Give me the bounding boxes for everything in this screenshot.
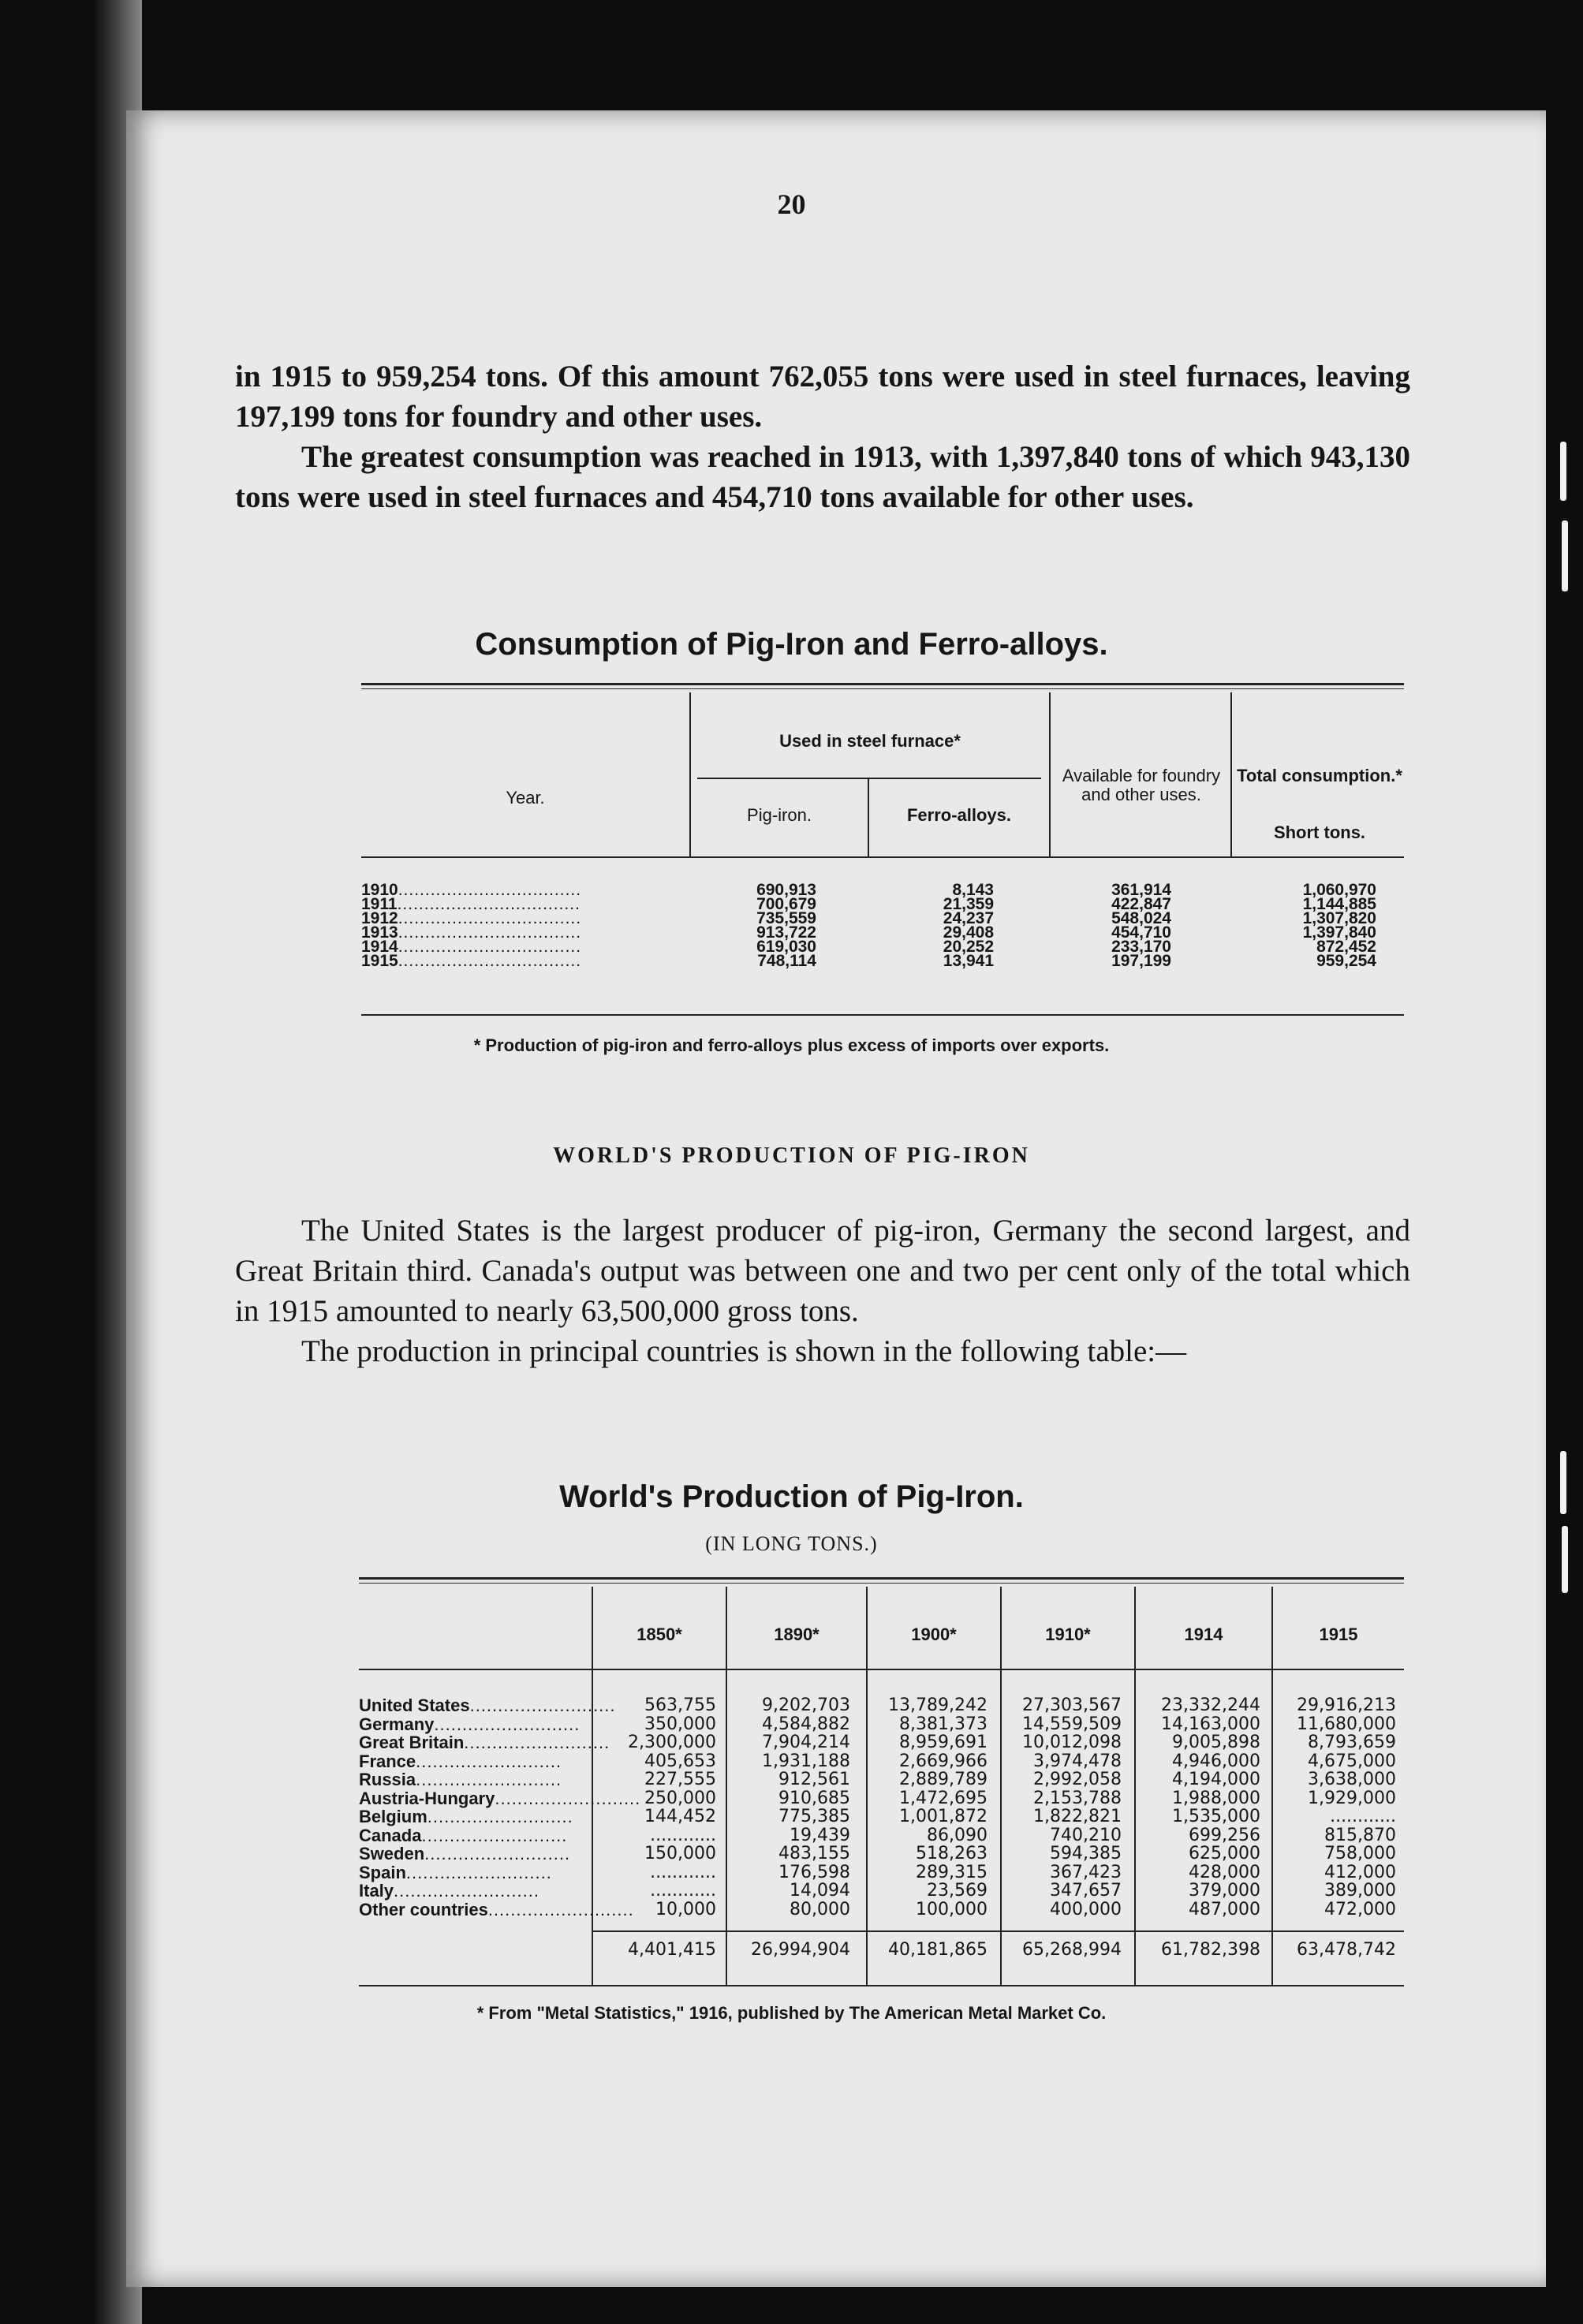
table1-title: Consumption of Pig-Iron and Ferro-alloys. (475, 627, 1108, 662)
table1-cell: 748,114 (757, 952, 816, 970)
table1-row-year: 1913.................................. (361, 923, 582, 942)
intro-paragraph-1: in 1915 to 959,254 tons. Of this amount 762,055 tons were used in steel furnaces, leaving 197,199 tons for foundry and other uses. (235, 360, 1410, 434)
table2-cell: 2,300,000 (628, 1733, 716, 1752)
table2-cell: 405,653 (644, 1751, 716, 1771)
table2-cell: 2,889,789 (899, 1770, 988, 1789)
table1-cell: 1,144,885 (1302, 895, 1376, 913)
table2-cell: ............ (1330, 1807, 1396, 1826)
table1-cell: 29,408 (943, 923, 994, 942)
table2-header-rule (359, 1669, 1404, 1670)
table2-subtitle: (IN LONG TONS.) (705, 1532, 878, 1555)
table1-pig-iron-column (710, 883, 816, 968)
table2-cell: 86,090 (927, 1825, 988, 1845)
table2-country: Canada.......................... (359, 1825, 568, 1845)
table2-total: 26,994,904 (751, 1940, 850, 1960)
table2-cell: 4,675,000 (1308, 1751, 1396, 1771)
table2-country: Sweden.......................... (359, 1844, 571, 1863)
table2-column-1900 (868, 1696, 988, 1919)
table1-header-year: Year. (506, 788, 545, 808)
table2-cell: 2,153,788 (1033, 1788, 1122, 1808)
table2-year-header: 1850* (637, 1625, 682, 1644)
table1-header-ferro: Ferro-alloys. (906, 805, 1012, 825)
table1-cell: 24,237 (943, 909, 994, 927)
table1-header-pig-iron: Pig-iron. (747, 805, 812, 825)
table2-cell: 625,000 (1189, 1844, 1260, 1863)
table1-row-year: 1914.................................. (361, 938, 582, 956)
table2-year-header: 1890* (774, 1625, 820, 1644)
table1-cell: 1,397,840 (1302, 923, 1376, 942)
table2-country: Russia.......................... (359, 1770, 562, 1789)
table2-cell: 412,000 (1324, 1862, 1396, 1882)
table2-cell: 347,657 (1050, 1881, 1122, 1901)
table1-cell: 361,914 (1111, 881, 1171, 899)
table2-cell: 13,789,242 (888, 1695, 988, 1715)
table1-header-total: Total consumption.* (1237, 766, 1402, 785)
table2-cell: 144,452 (644, 1807, 716, 1826)
table1-cell: 454,710 (1111, 923, 1171, 942)
table1-vline (689, 692, 691, 856)
table2-cell: 815,870 (1324, 1825, 1396, 1845)
page-number: 20 (777, 188, 806, 220)
table2-cell: 250,000 (644, 1788, 716, 1808)
table2-cell: ............ (650, 1825, 716, 1845)
table1-cell: 20,252 (943, 938, 994, 956)
table2-cell: ............ (650, 1862, 716, 1882)
table2-cell: 2,992,058 (1033, 1770, 1122, 1789)
table2-cell: 100,000 (916, 1899, 988, 1919)
table2-cell: 594,385 (1050, 1844, 1122, 1863)
table2-cell: 1,931,188 (762, 1751, 850, 1771)
table2-top-rule-2 (359, 1583, 1404, 1584)
table2-cell: 1,988,000 (1172, 1788, 1260, 1808)
table1-cell: 959,254 (1316, 952, 1376, 970)
body-paragraph-1: The United States is the largest producer of pig-iron, Germany the second largest, and Great Britain third. Canada's output was between one and two per cent only of the total which in 1915 amounted to nearly 63,500,000 gross tons. (235, 1214, 1410, 1328)
table2-total: 65,268,994 (1022, 1940, 1122, 1960)
table2-country-column (359, 1695, 641, 1919)
table2-cell: 27,303,567 (1022, 1695, 1122, 1715)
table2-country: France.......................... (359, 1751, 562, 1771)
table1-header-total-unit: Short tons. (1273, 823, 1366, 842)
table2-sum-rule (593, 1930, 1404, 1932)
table2-column-1850 (593, 1696, 716, 1919)
table2-cell: 10,000 (655, 1899, 716, 1919)
table2-cell: 4,946,000 (1172, 1751, 1260, 1771)
section-heading: WORLD'S PRODUCTION OF PIG-IRON (553, 1143, 1030, 1168)
table2-cell: 8,381,373 (899, 1714, 988, 1734)
table2-cell: 775,385 (778, 1807, 850, 1826)
table2-cell: 23,332,244 (1161, 1695, 1260, 1715)
table2-year-header: 1900* (911, 1625, 957, 1644)
table2-cell: 483,155 (778, 1844, 850, 1863)
table1-cell: 1,307,820 (1302, 909, 1376, 927)
table2-cell: 3,638,000 (1308, 1770, 1396, 1789)
table2-column-1910 (1002, 1696, 1122, 1919)
table2-cell: 472,000 (1324, 1899, 1396, 1919)
table1-year-column (361, 883, 685, 968)
table2-cell: 1,001,872 (899, 1807, 988, 1826)
table2-cell: 367,423 (1050, 1862, 1122, 1882)
table2-total: 40,181,865 (888, 1940, 988, 1960)
table1-header-available: Available for foundry and other uses. (1062, 766, 1221, 804)
table2-top-rule (359, 1577, 1404, 1580)
table2-cell: ............ (650, 1881, 716, 1901)
table2-cell: 518,263 (916, 1844, 988, 1863)
table2-cell: 8,959,691 (899, 1733, 988, 1752)
table1-top-rule (361, 683, 1404, 685)
table1-cell: 1,060,970 (1302, 881, 1376, 899)
table2-cell: 699,256 (1189, 1825, 1260, 1845)
table2-country: Other countries.......................... (359, 1899, 634, 1919)
table1-row-year: 1912.................................. (361, 909, 582, 927)
table2-cell: 11,680,000 (1297, 1714, 1396, 1734)
table1-cell: 8,143 (952, 881, 994, 899)
table2-cell: 9,005,898 (1172, 1733, 1260, 1752)
table2-cell: 1,929,000 (1308, 1788, 1396, 1808)
table2-cell: 1,535,000 (1172, 1807, 1260, 1826)
table2-cell: 150,000 (644, 1844, 716, 1863)
table2-country: Austria-Hungary.......................... (359, 1788, 641, 1808)
table1-available-column (1069, 883, 1171, 968)
table2-column-1890 (727, 1696, 850, 1919)
table2-cell: 8,793,659 (1308, 1733, 1396, 1752)
table1-header-used: Used in steel furnace* (779, 731, 961, 751)
table1-cell: 735,559 (756, 909, 816, 927)
table2-country: Spain.......................... (359, 1862, 552, 1882)
table2-country: Germany.......................... (359, 1714, 581, 1734)
table1-cell: 913,722 (756, 923, 816, 942)
table1-top-rule-2 (361, 688, 1404, 689)
table2-footnote: * From "Metal Statistics," 1916, published by The American Metal Market Co. (476, 2003, 1107, 2023)
table1-group-rule (697, 778, 1041, 779)
table1-cell: 233,170 (1111, 938, 1171, 956)
table2-column-1915 (1273, 1696, 1396, 1919)
table2-cell: 2,669,966 (899, 1751, 988, 1771)
table1-footnote: * Production of pig-iron and ferro-alloys plus excess of imports over exports. (473, 1035, 1110, 1055)
table2-cell: 350,000 (644, 1714, 716, 1734)
table1-ferro-column (891, 883, 994, 968)
table2-total: 61,782,398 (1161, 1940, 1260, 1960)
table2-cell: 4,584,882 (762, 1714, 850, 1734)
table2-cell: 487,000 (1189, 1899, 1260, 1919)
table2-cell: 176,598 (778, 1862, 850, 1882)
table2-total: 4,401,415 (628, 1940, 716, 1960)
table1-bottom-rule (361, 1014, 1404, 1016)
table1-cell: 197,199 (1111, 952, 1171, 970)
table2-cell: 80,000 (790, 1899, 850, 1919)
table2-cell: 227,555 (644, 1770, 716, 1789)
table1-cell: 690,913 (756, 881, 816, 899)
table2-cell: 3,974,478 (1033, 1751, 1122, 1771)
table2-cell: 10,012,098 (1022, 1733, 1122, 1752)
table1-row-year: 1911.................................. (361, 895, 581, 913)
table2-country: Great Britain.......................... (359, 1733, 610, 1752)
table2-cell: 19,439 (790, 1825, 850, 1845)
table2-cell: 910,685 (778, 1788, 850, 1808)
table2-cell: 14,559,509 (1022, 1714, 1122, 1734)
table2-cell: 758,000 (1324, 1844, 1396, 1863)
table2-cell: 14,094 (790, 1881, 850, 1901)
table2-title: World's Production of Pig-Iron. (559, 1479, 1024, 1514)
table1-cell: 619,030 (756, 938, 816, 956)
table2-cell: 4,194,000 (1172, 1770, 1260, 1789)
table2-cell: 23,569 (927, 1881, 988, 1901)
body-paragraph-2: The production in principal countries is shown in the following table:— (301, 1334, 1187, 1368)
table2-cell: 7,904,214 (762, 1733, 850, 1752)
table2-cell: 29,916,213 (1297, 1695, 1396, 1715)
table2-cell: 400,000 (1050, 1899, 1122, 1919)
table2-year-header: 1910* (1045, 1625, 1091, 1644)
table1-header-rule (361, 856, 1404, 858)
table1-cell: 13,941 (943, 952, 994, 970)
table1-row-year: 1910.................................. (361, 881, 582, 899)
table2-cell: 14,163,000 (1161, 1714, 1260, 1734)
table2-country: Belgium.......................... (359, 1807, 573, 1826)
table2-cell: 9,202,703 (762, 1695, 850, 1715)
table2-cell: 563,755 (644, 1695, 716, 1715)
table1-cell: 21,359 (943, 895, 994, 913)
table2-cell: 1,472,695 (899, 1788, 988, 1808)
table2-bottom-rule (359, 1985, 1404, 1986)
table1-cell: 422,847 (1111, 895, 1171, 913)
table1-total-column (1246, 883, 1376, 968)
body-text (235, 1210, 1410, 1371)
table2-cell: 389,000 (1324, 1881, 1396, 1901)
intro-text (235, 356, 1410, 517)
table1-cell: 872,452 (1316, 938, 1376, 956)
table1-row-year: 1915.................................. (361, 952, 582, 970)
table1-vline (1230, 692, 1232, 856)
table2-total: 63,478,742 (1297, 1940, 1396, 1960)
table2-cell: 379,000 (1189, 1881, 1260, 1901)
table2-year-header: 1914 (1184, 1625, 1223, 1644)
table2-cell: 1,822,821 (1033, 1807, 1122, 1826)
table2-country: Italy.......................... (359, 1881, 539, 1901)
table1-cell: 700,679 (756, 895, 816, 913)
table1-vline (1049, 692, 1051, 856)
table2-column-1914 (1136, 1696, 1260, 1919)
intro-paragraph-2: The greatest consumption was reached in 1913, with 1,397,840 tons of which 943,130 tons were used in steel furnaces and 454,710 tons available for other uses. (235, 440, 1410, 514)
table2-year-header: 1915 (1319, 1625, 1358, 1644)
table2-country: United States.......................... (359, 1695, 616, 1715)
table2-cell: 289,315 (916, 1862, 988, 1882)
table1-cell: 548,024 (1111, 909, 1171, 927)
table2-cell: 740,210 (1050, 1825, 1122, 1845)
table2-cell: 912,561 (778, 1770, 850, 1789)
table2-cell: 428,000 (1189, 1862, 1260, 1882)
